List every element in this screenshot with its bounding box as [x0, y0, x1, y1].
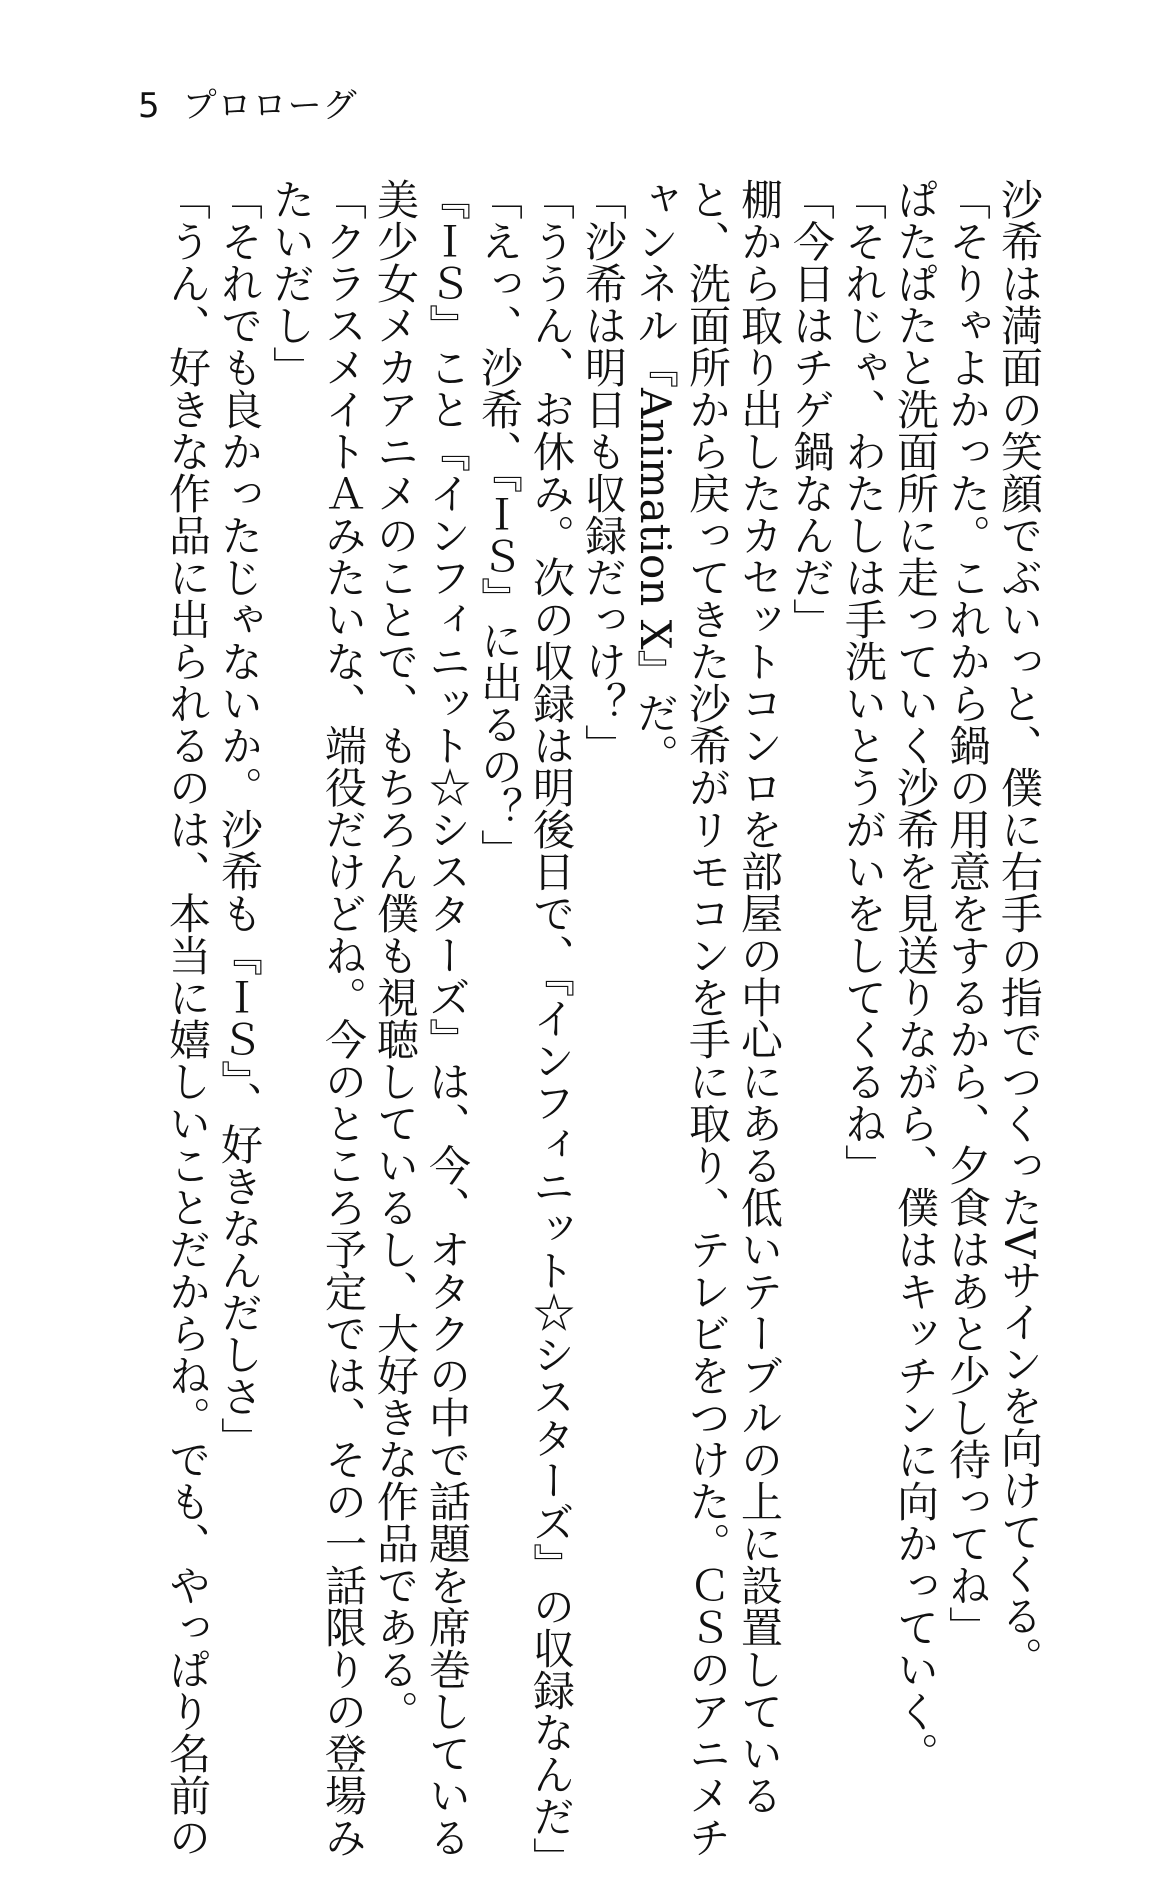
page-number: 5	[138, 86, 161, 126]
text-line: ャンネル『Animation X』だ。	[631, 178, 680, 776]
text-line: 『ＩＳ』こと『インフィニット☆シスターズ』は、今、オタクの中で話題を席巻している	[423, 178, 472, 1858]
text-line: 「うん、好きな作品に出られるのは、本当に嬉しいことだからね。でも、やっぱり名前の	[163, 178, 212, 1858]
text-line: たいだし」	[267, 178, 316, 388]
chapter-title: プロローグ	[182, 86, 358, 126]
text-line: 棚から取り出したカセットコンロを部屋の中心にある低いテーブルの上に設置している	[735, 178, 784, 1816]
text-line: 「えっ、沙希、『ＩＳ』に出るの？」	[475, 178, 524, 871]
text-line: 「それでも良かったじゃないか。沙希も『ＩＳ』、好きなんだしさ」	[215, 178, 264, 1459]
text-line: 沙希は満面の笑顔でぶいっと、僕に右手の指でつくったVサインを向けてくる。	[995, 178, 1044, 1679]
page-header	[138, 86, 358, 126]
vertical-text-body	[161, 178, 1045, 1879]
text-line: 「ううん、お休み。次の収録は明後日で、『インフィニット☆シスターズ』の収録なんだ」	[527, 178, 576, 1879]
text-line: 「沙希は明日も収録だっけ？」	[579, 178, 628, 766]
text-line: 美少女メカアニメのことで、もちろん僕も視聴しているし、大好きな作品である。	[371, 178, 420, 1732]
text-line: 「それじゃ、わたしは手洗いとうがいをしてくるね」	[839, 178, 888, 1186]
text-line: 「そりゃよかった。これから鍋の用意をするから、夕食はあと少し待ってね」	[943, 178, 992, 1648]
text-line: と、洗面所から戻ってきた沙希がリモコンを手に取り、テレビをつけた。ＣＳのアニメチ	[683, 178, 732, 1858]
body-text-block	[163, 178, 1045, 1879]
text-line: ぱたぱたと洗面所に走っていく沙希を見送りながら、僕はキッチンに向かっていく。	[891, 178, 940, 1774]
text-line: 「クラスメイトＡみたいな、端役だけどね。今のところ予定では、その一話限りの登場み	[319, 178, 368, 1858]
text-line: 「今日はチゲ鍋なんだ」	[787, 178, 836, 640]
